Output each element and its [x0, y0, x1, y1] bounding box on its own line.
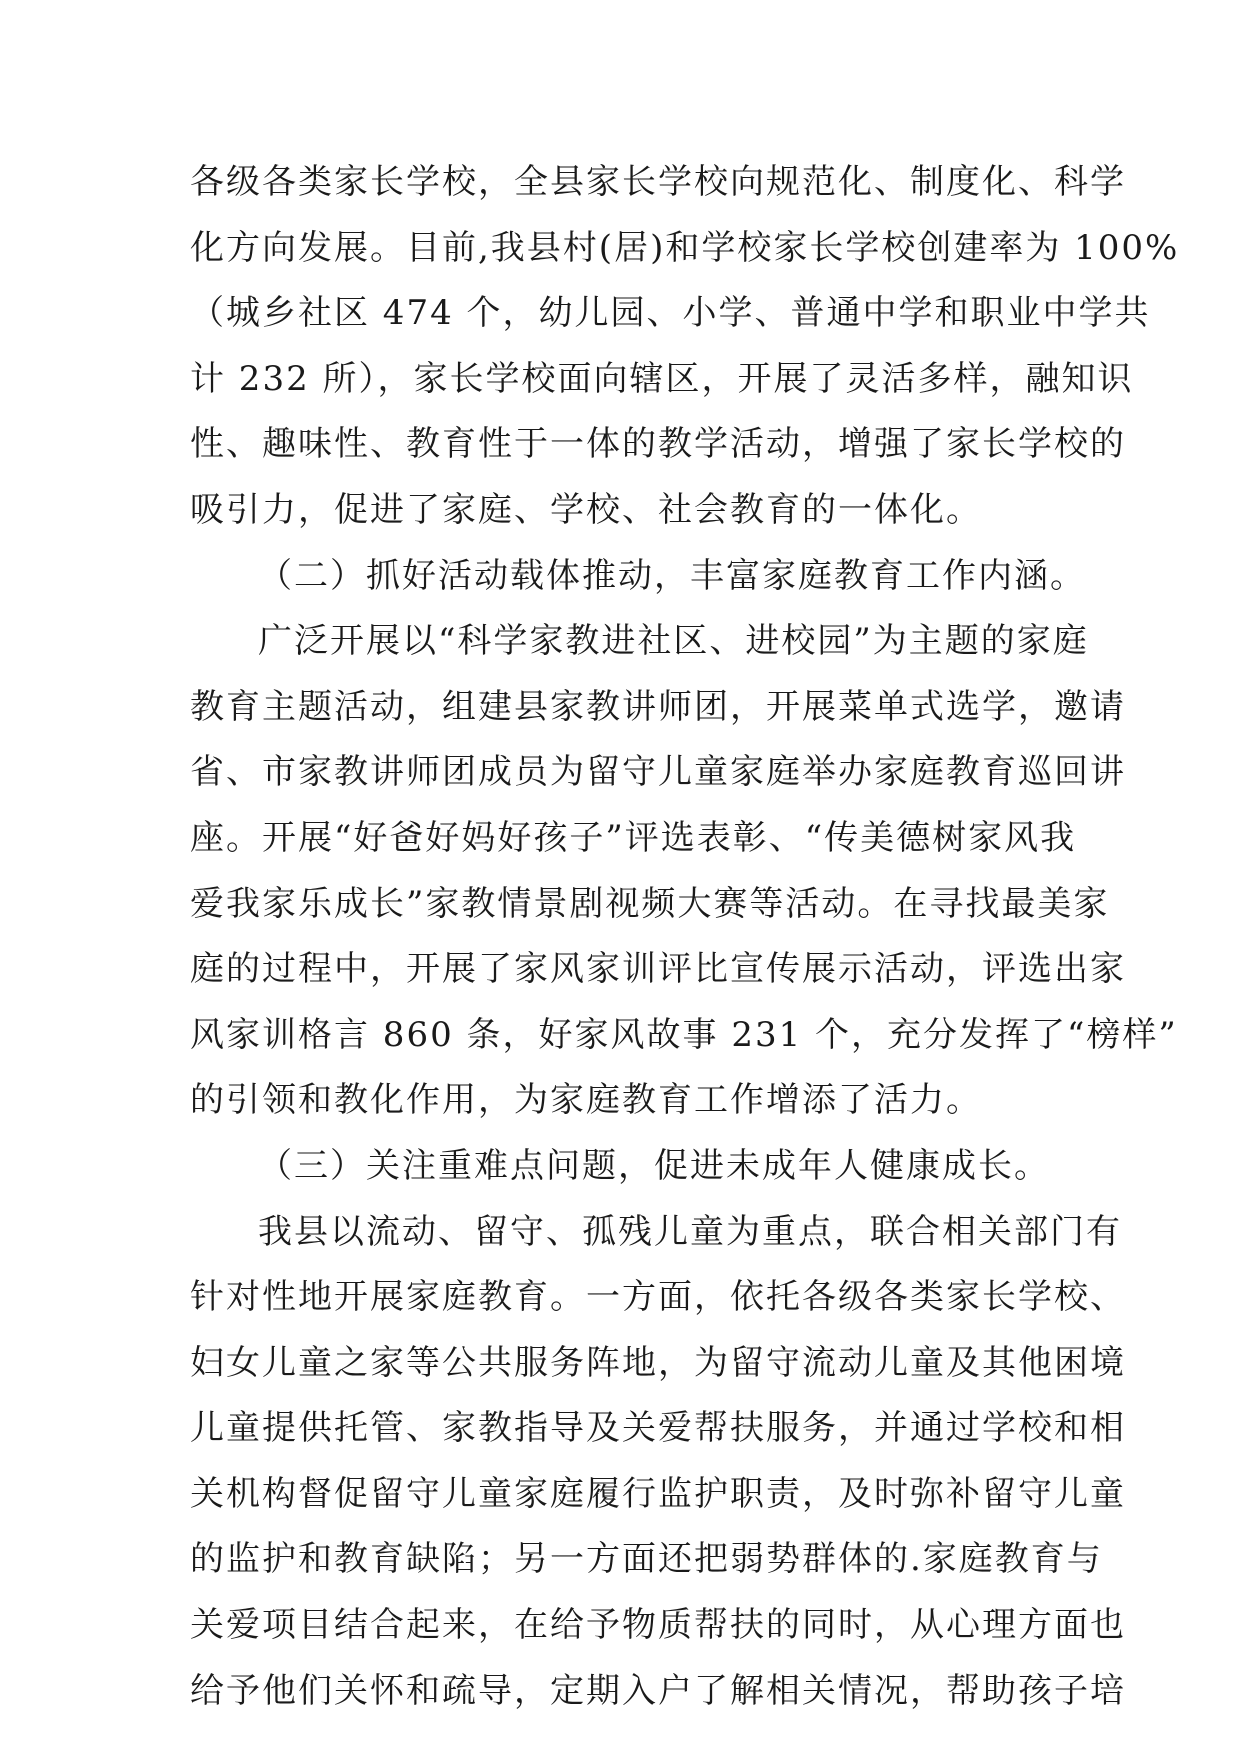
section-heading-3 — [190, 1134, 1070, 1200]
text-line: 庭的过程中，开展了家风家训评比宣传展示活动，评选出家 — [190, 949, 1126, 990]
paragraph-body — [190, 1200, 1126, 1725]
text-line: 风家训格言 860 条，好家风故事 231 个，充分发挥了“榜样” — [190, 1014, 1178, 1055]
paragraph-body-continued — [190, 150, 1180, 544]
text-line: 广泛开展以“科学家教进社区、进校园”为主题的家庭 — [258, 621, 1089, 662]
text-line: 关机构督促留守儿童家庭履行监护职责，及时弥补留守儿童 — [190, 1473, 1126, 1514]
section-heading: （二）抓好活动载体推动，丰富家庭教育工作内涵。 — [258, 555, 1086, 596]
text-line: 关爱项目结合起来，在给予物质帮扶的同时，从心理方面也 — [190, 1605, 1126, 1646]
text-line: 的引领和教化作用，为家庭教育工作增添了活力。 — [190, 1080, 982, 1121]
text-line: 儿童提供托管、家教指导及关爱帮扶服务，并通过学校和相 — [190, 1408, 1126, 1449]
paragraph-body — [190, 609, 1178, 1134]
text-line: 计 232 所），家长学校面向辖区，开展了灵活多样，融知识 — [190, 358, 1134, 399]
document-body — [190, 150, 1180, 1724]
text-line: 我县以流动、留守、孤残儿童为重点，联合相关部门有 — [258, 1211, 1122, 1252]
text-line: 针对性地开展家庭教育。一方面，依托各级各类家长学校、 — [190, 1277, 1126, 1318]
text-line: （城乡社区 474 个，幼儿园、小学、普通中学和职业中学共 — [190, 293, 1151, 334]
text-line: 的监护和教育缺陷；另一方面还把弱势群体的.家庭教育与 — [190, 1539, 1103, 1580]
text-line: 化方向发展。目前,我县村(居)和学校家长学校创建率为 100% — [190, 227, 1180, 268]
text-line: 各级各类家长学校，全县家长学校向规范化、制度化、科学 — [190, 162, 1126, 202]
section-heading: （三）关注重难点问题，促进未成年人健康成长。 — [258, 1145, 1050, 1186]
text-line: 性、趣味性、教育性于一体的教学活动，增强了家长学校的 — [190, 424, 1126, 465]
text-line: 妇女儿童之家等公共服务阵地，为留守流动儿童及其他困境 — [190, 1342, 1126, 1383]
text-line: 吸引力，促进了家庭、学校、社会教育的一体化。 — [190, 489, 982, 530]
text-line: 爱我家乐成长”家教情景剧视频大赛等活动。在寻找最美家 — [190, 883, 1110, 924]
text-line: 省、市家教讲师团成员为留守儿童家庭举办家庭教育巡回讲 — [190, 752, 1126, 793]
text-line: 教育主题活动，组建县家教讲师团，开展菜单式选学，邀请 — [190, 686, 1126, 727]
text-line: 座。开展“好爸好妈好孩子”评选表彰、“传美德树家风我 — [190, 817, 1077, 858]
text-line: 给予他们关怀和疏导，定期入户了解相关情况，帮助孩子培 — [190, 1670, 1126, 1711]
section-heading-2 — [190, 544, 1086, 610]
